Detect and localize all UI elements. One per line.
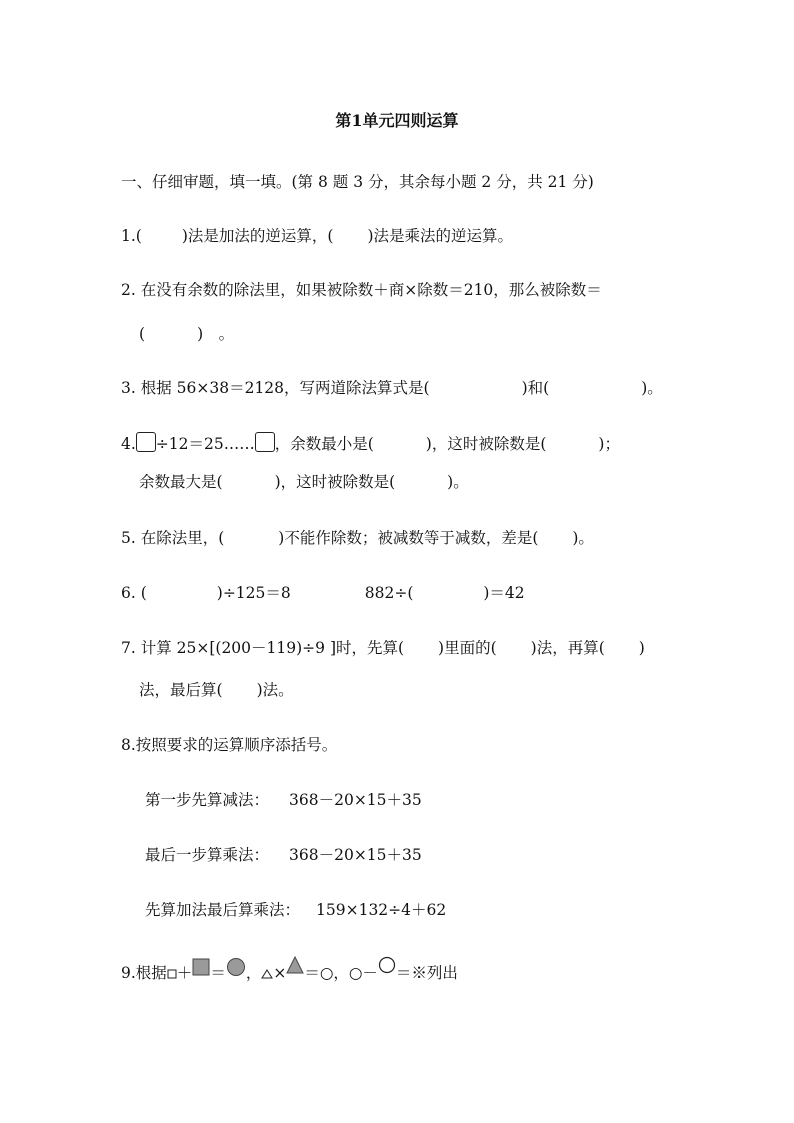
question-2-line-2: ( ) 。 — [139, 325, 235, 343]
q8-item-1 — [145, 790, 422, 810]
small-triangle-icon — [261, 969, 273, 979]
question-2-line-1: 2. 在没有余数的除法里，如果被除数＋商×除数＝210，那么被除数＝ — [121, 281, 602, 299]
gray-circle-icon — [226, 957, 246, 977]
large-circle-icon — [378, 956, 396, 974]
q8-item-label: 第一步先算减法： — [145, 791, 270, 809]
section-heading: 一、仔细审题，填一填。(第 8 题 3 分，其余每小题 2 分，共 21 分) — [121, 173, 594, 191]
question-8: 8.按照要求的运算顺序添括号。 — [121, 736, 338, 754]
q8-item-expression: 368－20×15＋35 — [289, 846, 422, 864]
q8-item-expression: 159×132÷4＋62 — [316, 901, 447, 919]
question-7-line-1: 7. 计算 25×[(200－119)÷9 ]时，先算( )里面的( )法，再算( ) — [121, 639, 645, 657]
question-6: 6. ( )÷125＝8 882÷( )＝42 — [121, 584, 525, 602]
blank-box — [255, 432, 275, 452]
question-5: 5. 在除法里，( )不能作除数；被减数等于减数，差是( )。 — [121, 529, 594, 547]
page-title: 第1单元四则运算 — [335, 111, 459, 130]
question-3: 3. 根据 56×38＝2128，写两道除法算式是( )和( )。 — [121, 379, 663, 397]
question-9: 9.根据 ＋ ＝ ， × ＝○，○－ ＝※列出 — [121, 956, 458, 983]
q8-item-label: 最后一步算乘法： — [145, 846, 270, 864]
question-1: 1.( )法是加法的逆运算，( )法是乘法的逆运算。 — [121, 227, 514, 245]
q8-item-expression: 368－20×15＋35 — [289, 791, 422, 809]
gray-square-icon — [192, 958, 210, 976]
q8-item-3 — [145, 900, 446, 920]
q8-item-label: 先算加法最后算乘法： — [145, 901, 301, 919]
question-4-line-1: 4. ÷12＝25…… ，余数最小是( )，这时被除数是( )； — [121, 432, 620, 454]
small-square-icon — [167, 969, 177, 979]
question-4-line-2: 余数最大是( )，这时被除数是( )。 — [139, 473, 469, 491]
question-7-line-2: 法，最后算( )法。 — [139, 681, 294, 699]
gray-triangle-icon — [286, 956, 304, 974]
q8-item-2 — [145, 845, 422, 865]
blank-box — [136, 432, 156, 452]
